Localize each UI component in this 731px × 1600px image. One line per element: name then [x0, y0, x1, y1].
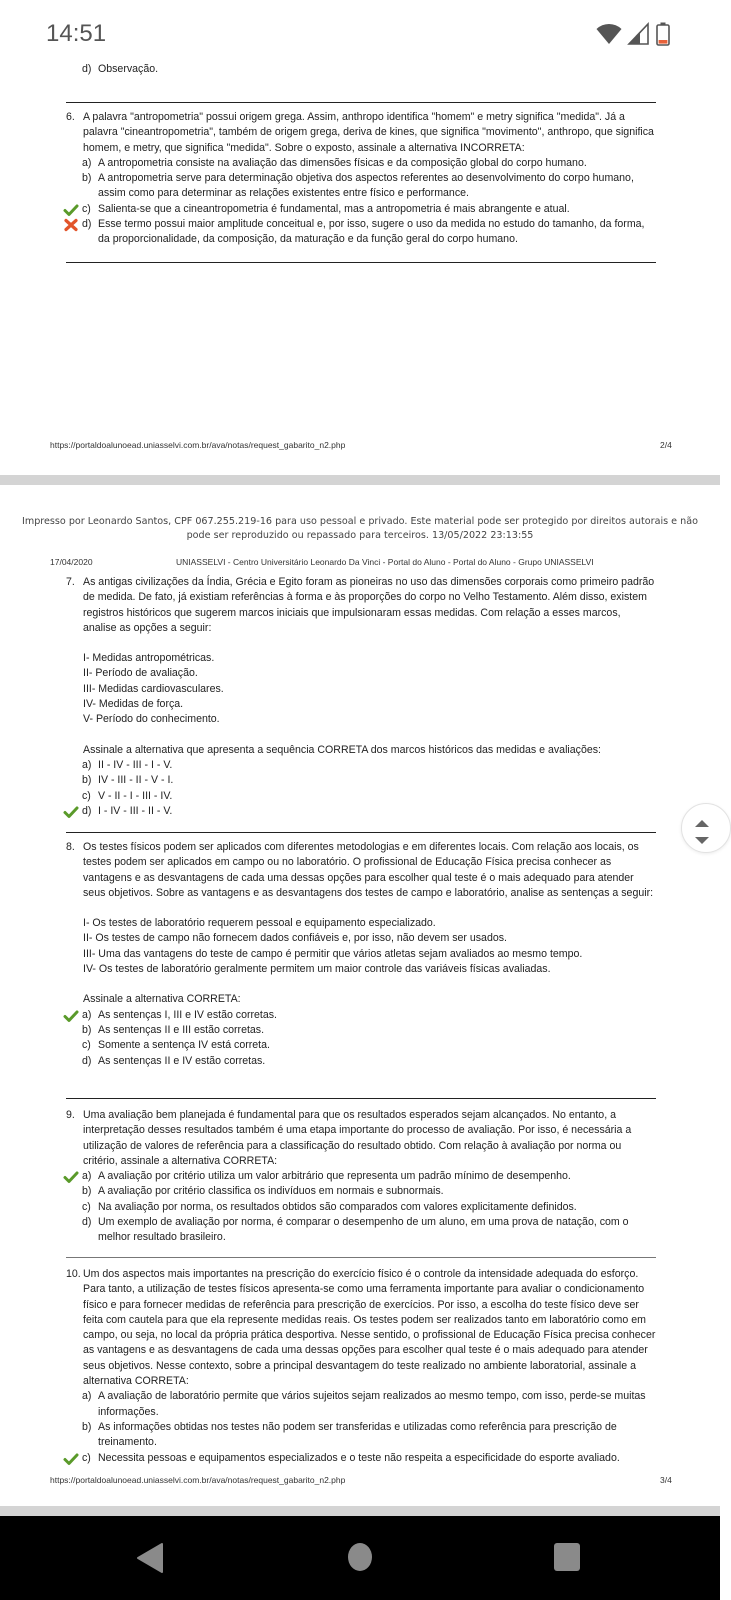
- option: c) Na avaliação por norma, os resultados obtidos são comparados com valores explicitamente definidos.: [82, 1200, 577, 1213]
- option: b) A antropometria serve para determinação objetiva dos aspectos referentes ao desenvolvimento do corpo humano, assim como para determinar as relações existentes entre físico e performance.: [82, 172, 634, 200]
- page-footer-number: 3/4: [660, 1475, 672, 1485]
- option: d) I - IV - III - II - V.: [66, 804, 656, 819]
- status-bar: [0, 0, 720, 62]
- question-divider: [66, 1257, 656, 1258]
- page-header-date: 17/04/2020: [50, 557, 93, 567]
- home-icon: [347, 1542, 373, 1572]
- question-divider: [66, 832, 656, 833]
- option: a) As sentenças I, III e IV estão corretas.: [66, 1008, 656, 1023]
- option: c) Somente a sentença IV está correta.: [82, 1039, 270, 1052]
- option: d) Um exemplo de avaliação por norma, é comparar o desempenho de um aluno, em uma prova de natação, com o melhor resultado brasileiro.: [82, 1216, 629, 1244]
- statement: II- Período de avaliação.: [83, 667, 198, 680]
- question-stem: 6. A palavra "antropometria" possui origem grega. Assim, anthropo identifica "homem" e metry significa "medida". Já a palavra "cineantropometria", também de origem grega, deriva de kines, que significa "movimento", anthropo, que significa homem, e metry, que significa "medida". Sobre o exposto, assinale a alternativa INCORRETA:: [66, 111, 654, 154]
- recents-icon: [553, 1542, 581, 1572]
- option: d) As sentenças II e IV estão corretas.: [82, 1054, 266, 1067]
- page-header-title: UNIASSELVI - Centro Universitário Leonardo Da Vinci - Portal do Aluno - Portal do Aluno - Grupo UNIASSELVI: [176, 557, 594, 567]
- question-stem: 9. Uma avaliação bem planejada é fundamental para que os resultados esperados sejam alcançados. No entanto, a interpretação desses resultados também é uma etapa importante do processo de avaliação. Por isso, é necessária a utilização de valores de referência para a classificação do resultado obtido. Com relação à avaliação por norma ou critério, assinale a alternativa CORRETA:: [66, 1109, 632, 1167]
- home-button[interactable]: [347, 1542, 373, 1577]
- question-divider: [66, 1098, 656, 1099]
- question-prompt: Assinale a alternativa CORRETA:: [83, 993, 241, 1006]
- page-scroll-widget[interactable]: [681, 803, 731, 853]
- question-divider: [66, 102, 656, 103]
- question-stem: 7. As antigas civilizações da Índia, Grécia e Egito foram as pioneiras no uso das dimensões corporais como primeiro padrão de medida. De fato, já existiam referências à forma e às proporções do corpo no Velho Testamento. Além disso, existem registros históricos que sugerem marcos iniciais que impulsionaram essas medidas. Com relação a esses marcos, analise as opções a seguir:: [66, 576, 655, 634]
- question-stem: 10. Um dos aspectos mais importantes na prescrição do exercício físico é o controle da intensidade adequada do esforço. Para tanto, a utilização de testes físicos apresenta-se como uma ferramenta importante para avaliar o condicionamento físico e para fornecer medidas de referência para prescrição de exercícios. Por isso, a escolha do teste físico deve ser feita com cautela para que ela represente medidas reais. Os testes podem ser realizados tanto em laboratório como em campo, ou seja, no local da própria prática desportiva. Nesse sentido, o profissional de Educação Física precisa conhecer as vantagens e as desvantagens de cada uma dessas opções para escolher qual teste é o mais adequado para atender seus objetivos. Nesse contexto, sobre a principal desvantagem do teste realizado no ambiente laboratorial, assinale a alternativa CORRETA:: [66, 1268, 656, 1388]
- statement: I- Medidas antropométricas.: [83, 652, 215, 665]
- checkmark-icon: [64, 204, 78, 216]
- option: b) As sentenças II e III estão corretas.: [82, 1023, 265, 1036]
- statement: II- Os testes de campo não fornecem dados confiáveis e, por isso, não devem ser usados.: [83, 932, 507, 945]
- checkmark-icon: [64, 1453, 78, 1465]
- print-notice: Impresso por Leonardo Santos, CPF 067.255.219-16 para uso pessoal e privado. Este material pode ser protegido por direitos autorais e não pode ser reproduzido ou repassado para terceiros. 13/05/2022 23:13:55: [22, 516, 698, 541]
- statement: I- Os testes de laboratório requerem pessoal e equipamento especializado.: [83, 917, 436, 930]
- page-footer-url[interactable]: https://portaldoalunoead.uniasselvi.com.br/ava/notas/request_gabarito_n2.php: [50, 1475, 346, 1485]
- option: c) Salienta-se que a cineantropometria é fundamental, mas a antropometria é mais abrangente e atual.: [66, 202, 656, 217]
- back-button[interactable]: [136, 1542, 164, 1579]
- option: c) Necessita pessoas e equipamentos especializados e o teste não respeita a especificidade do esporte avaliado.: [66, 1451, 656, 1466]
- back-icon: [136, 1542, 164, 1574]
- page-separator: [0, 475, 720, 485]
- page-footer-number: 2/4: [660, 440, 672, 450]
- arrow-down-icon[interactable]: [694, 832, 710, 850]
- statement: IV- Os testes de laboratório geralmente permitem um maior controle das variáveis físicas avaliadas.: [83, 963, 551, 976]
- option: d) Esse termo possui maior amplitude conceitual e, por isso, sugere o uso da medida no estudo do tamanho, da forma, da proporcionalidade, da composição, da maturação e da função geral do corpo humano.: [66, 217, 656, 248]
- statement: III- Uma das vantagens do teste de campo é permitir que vários atletas sejam avaliados ao mesmo tempo.: [83, 947, 583, 960]
- statement: IV- Medidas de força.: [83, 698, 184, 711]
- option: c) V - II - I - III - IV.: [82, 789, 173, 802]
- checkmark-icon: [64, 1171, 78, 1183]
- option: b) A avaliação por critério classifica os indivíduos em normais e subnormais.: [82, 1185, 444, 1198]
- page-footer-url[interactable]: https://portaldoalunoead.uniasselvi.com.br/ava/notas/request_gabarito_n2.php: [50, 440, 346, 450]
- checkmark-icon: [64, 1010, 78, 1022]
- option: b) IV - III - II - V - I.: [82, 774, 174, 787]
- cell-signal-icon: [628, 23, 650, 50]
- question-divider: [66, 262, 656, 263]
- status-icons: [596, 22, 670, 51]
- option: d) Observação.: [82, 63, 159, 75]
- battery-low-icon: [656, 22, 670, 51]
- arrow-up-icon[interactable]: [694, 815, 710, 833]
- status-time: 14:51: [46, 20, 107, 47]
- question-stem: 8. Os testes físicos podem ser aplicados com diferentes metodologias e em diferentes locais. Com relação aos locais, os testes podem ser aplicados em campo ou no laboratório. O profissional de Educação Física precisa conhecer as vantagens e as desvantagens de cada uma dessas opções para escolher qual teste é o mais adequado para atender seus objetivos. Sobre as vantagens e as desvantagens dos testes de campo e laboratório, analise as sentenças a seguir:: [66, 841, 654, 899]
- statement: III- Medidas cardiovasculares.: [83, 682, 224, 695]
- option: a) II - IV - III - I - V.: [82, 758, 173, 771]
- cross-icon: [64, 219, 78, 231]
- option: a) A avaliação por critério utiliza um valor arbitrário que representa um padrão mínimo de desempenho.: [66, 1169, 656, 1184]
- page-separator: [0, 1506, 720, 1516]
- recents-button[interactable]: [553, 1542, 581, 1577]
- option: a) A antropometria consiste na avaliação das dimensões físicas e da composição global do corpo humano.: [82, 156, 587, 169]
- option: b) As informações obtidas nos testes não podem ser transferidas e utilizadas como referência para prescrição de treinamento.: [82, 1420, 617, 1449]
- option: a) A avaliação de laboratório permite que vários sujeitos sejam realizados ao mesmo tempo, com isso, perde-se muitas informações.: [82, 1390, 646, 1418]
- statement: V- Período do conhecimento.: [83, 713, 220, 726]
- navigation-bar: [0, 1516, 720, 1600]
- question-prompt: Assinale a alternativa que apresenta a sequência CORRETA dos marcos históricos das medidas e avaliações:: [83, 743, 601, 756]
- wifi-icon: [596, 23, 622, 50]
- checkmark-icon: [64, 806, 78, 818]
